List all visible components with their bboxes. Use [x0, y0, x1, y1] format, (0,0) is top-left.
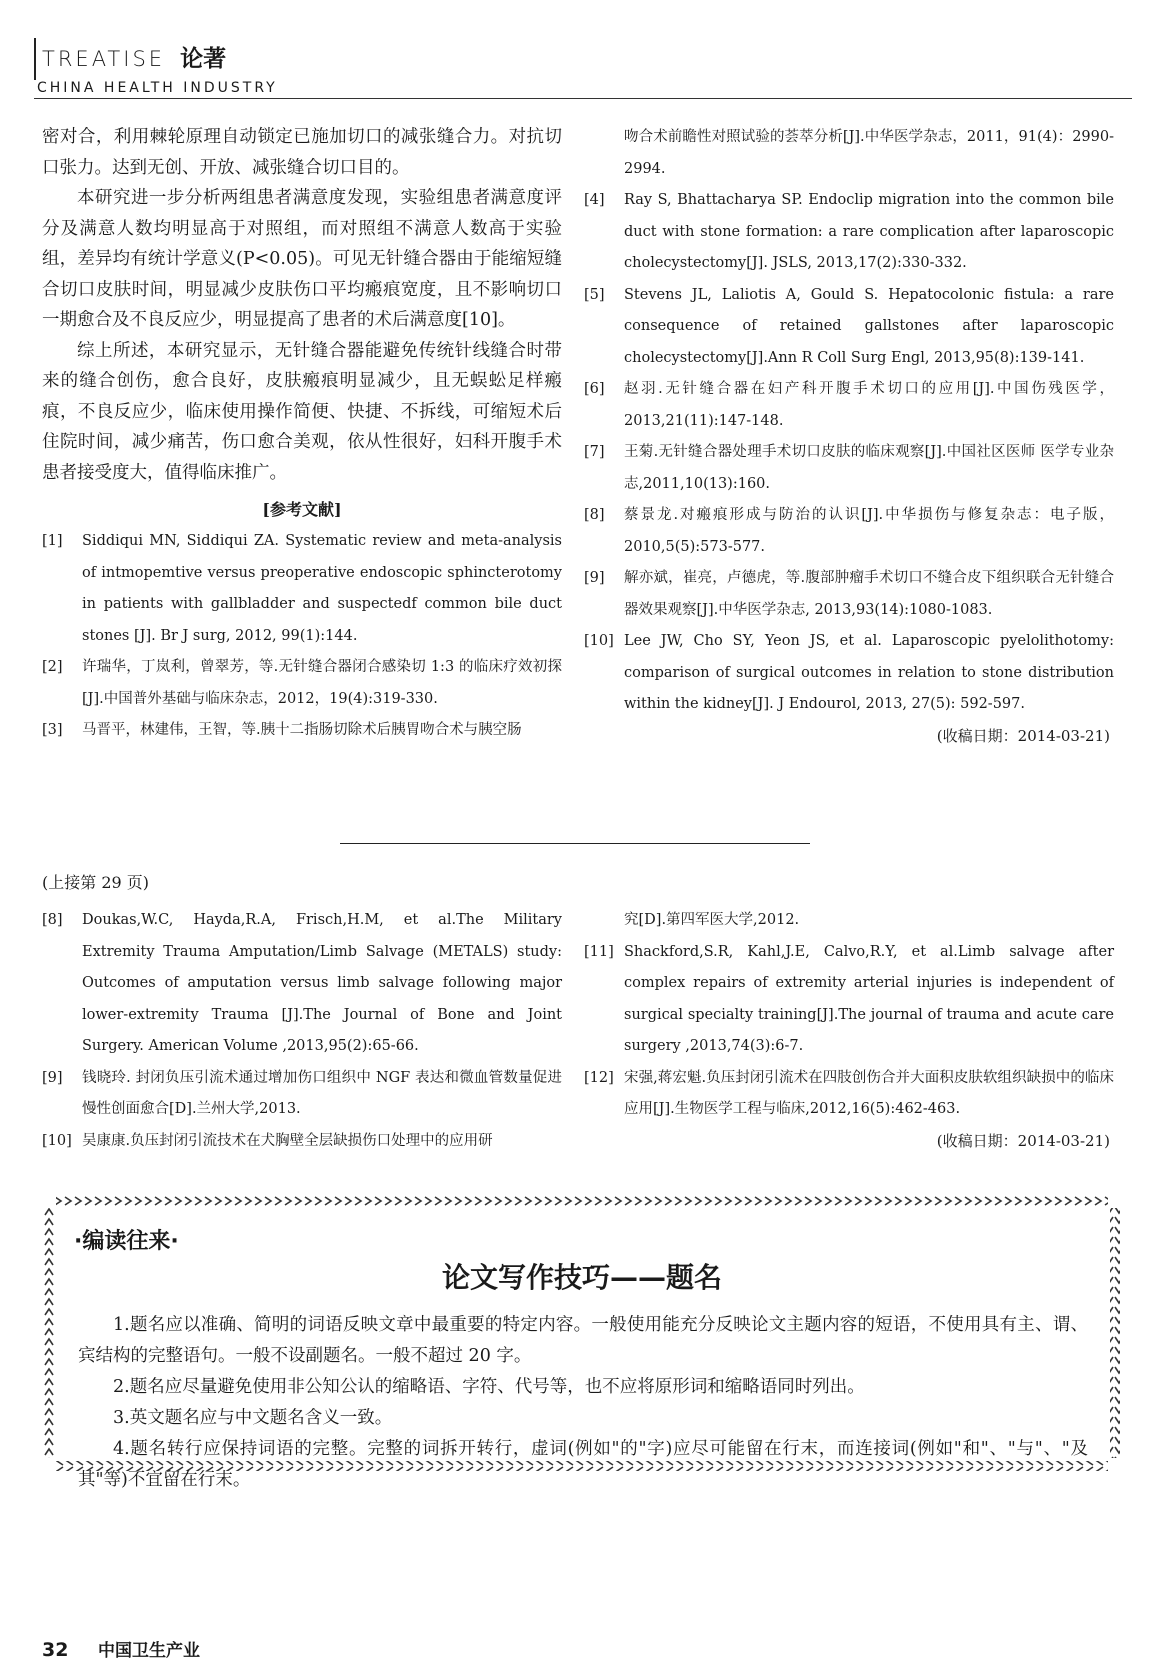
header-subtitle: CHINA HEALTH INDUSTRY: [37, 80, 278, 96]
reference-item: [42, 1063, 562, 1126]
reference-text: Siddiqui MN, Siddiqui ZA. Systematic review and meta-analysis of intmopemtive versus preoperative endoscopic sphincterotomy in patients with gallbladder and suspectedf common bile duct stones [J]. Br J surg, 2012, 99(1):144.: [82, 533, 562, 644]
reference-item: [42, 1126, 562, 1158]
reference-text: 王菊.无针缝合器处理手术切口皮肤的临床观察[J].中国社区医师 医学专业杂志,2011,10(13):160.: [624, 444, 1114, 492]
section-divider: [340, 843, 810, 844]
reference-number: [10]: [584, 633, 614, 649]
reference-item: [584, 626, 1114, 721]
reference-item: [42, 652, 562, 715]
body-paragraph: 密对合，利用棘轮原理自动锁定已施加切口的减张缝合力。对抗切口张力。达到无创、开放、减张缝合切口目的。: [42, 127, 562, 178]
reference-item: [584, 563, 1114, 626]
body-paragraph: 本研究进一步分析两组患者满意度发现，实验组患者满意度评分及满意人数均明显高于对照组，而对照组不满意人数高于实验组，差异均有统计学意义(P<0.05)。可见无针缝合器由于能缩短缝合切口皮肤时间，明显减少皮肤伤口平均瘢痕宽度，且不影响切口一期愈合及不良反应少，明显提高了患者的术后满意度[10]。: [42, 188, 562, 330]
references-title: [参考文献]: [262, 500, 342, 519]
reference-text: 赵羽.无针缝合器在妇产科开腹手术切口的应用[J].中国伤残医学，2013,21(11):147-148.: [624, 381, 1114, 429]
reference-text: Shackford,S.R, Kahl,J.E, Calvo,R.Y, et al.Limb salvage after complex repairs of extremity arterial injuries is independent of surgical specialty training[J].The journal of trauma and acute care surgery ,2013,74(3):6-7.: [624, 943, 1114, 1054]
reference-text: 宋强,蒋宏魁.负压封闭引流术在四肢创伤合并大面积皮肤软组织缺损中的临床应用[J].生物医学工程与临床,2012,16(5):462-463.: [624, 1069, 1114, 1117]
right-column: [584, 122, 1114, 751]
reference-item: [584, 374, 1114, 437]
reference-text: 马晋平，林建伟，王智，等.胰十二指肠切除术后胰胃吻合术与胰空肠: [82, 722, 522, 738]
reference-text: 蔡景龙.对瘢痕形成与防治的认识[J].中华损伤与修复杂志：电子版，2010,5(5):573-577.: [624, 507, 1114, 555]
continued-label: (上接第 29 页): [42, 873, 150, 892]
reference-item: [584, 280, 1114, 375]
received-date: (收稿日期：2014-03-21): [936, 1131, 1110, 1150]
reference-number: [11]: [584, 943, 614, 960]
editorial-box: [44, 1196, 1120, 1490]
reference-item: [584, 937, 1114, 1063]
header-divider: [34, 98, 1132, 99]
body-paragraph: 综上所述，本研究显示，无针缝合器能避免传统针线缝合时带来的缝合创伤，愈合良好，皮肤瘢痕明显减少，且无蜈蚣足样瘢痕，不良反应少，临床使用操作简便、快捷、不拆线，可缩短术后住院时间，减少痛苦，伤口愈合美观，依从性很好，妇科开腹手术患者接受度大，值得临床推广。: [42, 340, 562, 483]
box-item: 2.题名应尽量避免使用非公知公认的缩略语、字符、代号等，也不应将原形词和缩略语同时列出。: [113, 1377, 865, 1397]
reference-number: [2]: [42, 659, 63, 675]
box-item: 1.题名应以准确、简明的词语反映文章中最重要的特定内容。一般使用能充分反映论文主题内容的短语，不使用具有主、谓、宾结构的完整语句。一般不设副题名。一般不超过 20 字。: [78, 1315, 1088, 1366]
continued-left-column: [42, 905, 562, 1157]
header-bar: [34, 38, 36, 80]
reference-number: [1]: [42, 533, 63, 549]
box-content: [78, 1310, 1088, 1496]
reference-number: [5]: [584, 286, 605, 303]
reference-number: [7]: [584, 444, 605, 460]
received-date: (收稿日期：2014-03-21): [936, 726, 1110, 745]
reference-number: [8]: [42, 912, 63, 928]
box-item: 4.题名转行应保持词语的完整。完整的词拆开转行，虚词(例如"的"字)应尽可能留在行末，而连接词(例如"和"、"与"、"及其"等)不宜留在行末。: [78, 1439, 1088, 1490]
reference-item: [584, 1063, 1114, 1126]
reference-text: Lee JW, Cho SY, Yeon JS, et al. Laparoscopic pyelolithotomy: comparison of surgical outcomes in relation to stone distribution within the kidney[J]. J Endourol, 2013, 27(5): 592-597.: [624, 633, 1114, 712]
page-footer: [42, 1636, 200, 1661]
reference-number: [10]: [42, 1132, 72, 1149]
reference-text: 解亦斌，崔亮，卢德虎，等.腹部肿瘤手术切口不缝合皮下组织联合无针缝合器效果观察[J].中华医学杂志, 2013,93(14):1080-1083.: [624, 570, 1114, 618]
box-label: ·编读往来·: [74, 1229, 179, 1254]
reference-text: Doukas,W.C, Hayda,R.A, Frisch,H.M, et al.The Military Extremity Trauma Amputation/Limb Salvage (METALS) study: Outcomes of amputation versus limb salvage following major lower-extremity Trauma [J].The Journal of Bone and Joint Surgery. American Volume ,2013,95(2):65-66.: [82, 912, 562, 1054]
reference-text: 吴康康.负压封闭引流技术在犬胸壁全层缺损伤口处理中的应用研: [82, 1132, 493, 1149]
reference-number: [4]: [584, 192, 605, 208]
reference-item: [584, 185, 1114, 280]
reference-number: [8]: [584, 507, 605, 523]
header-en-title: TREATISE: [42, 47, 166, 71]
reference-number: [9]: [42, 1069, 63, 1086]
reference-number: [9]: [584, 570, 605, 586]
reference-item: [42, 905, 562, 1063]
reference-item: [42, 715, 562, 747]
box-item: 3.英文题名应与中文题名含义一致。: [113, 1408, 393, 1428]
left-column: [42, 122, 562, 747]
reference-text: 钱晓玲. 封闭负压引流术通过增加伤口组织中 NGF 表达和微血管数量促进慢性创面愈合[D].兰州大学,2013.: [82, 1069, 562, 1117]
reference-item: [584, 500, 1114, 563]
reference-item: [584, 437, 1114, 500]
box-title: 论文写作技巧——题名: [441, 1261, 722, 1294]
reference-number: [12]: [584, 1069, 614, 1086]
reference-number: [3]: [42, 722, 63, 738]
reference-text: Ray S, Bhattacharya SP. Endoclip migration into the common bile duct with stone formation: a rare complication after laparoscopic cholecystectomy[J]. JSLS, 2013,17(2):330-332.: [624, 192, 1114, 271]
page-number: 32: [42, 1639, 69, 1661]
reference-text: 许瑞华，丁岚利，曾翠芳，等.无针缝合器闭合感染切 1:3 的临床疗效初探[J].中国普外基础与临床杂志，2012，19(4):319-330.: [82, 659, 562, 707]
reference-text: Stevens JL, Laliotis A, Gould S. Hepatocolonic fistula: a rare consequence of retained gallstones after laparoscopic cholecystectomy[J].Ann R Coll Surg Engl, 2013,95(8):139-141.: [624, 286, 1114, 366]
continued-right-column: [584, 905, 1114, 1156]
journal-name: 中国卫生产业: [98, 1641, 201, 1661]
header-cn-title: 论著: [180, 46, 227, 72]
reference-item: [42, 526, 562, 652]
reference-number: [6]: [584, 381, 605, 397]
reference-continuation: 吻合术前瞻性对照试验的荟萃分析[J].中华医学杂志，2011，91(4)：2990-2994.: [624, 129, 1114, 177]
reference-continuation: 究[D].第四军医大学,2012.: [624, 912, 800, 928]
